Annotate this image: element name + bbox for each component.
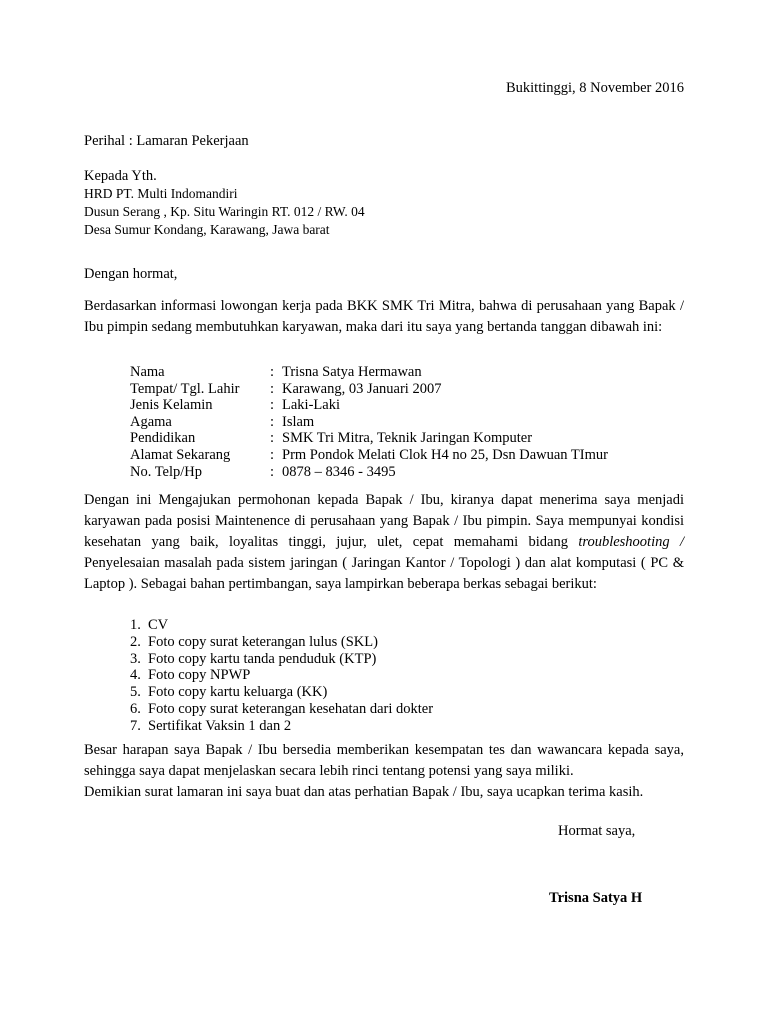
list-item-number: 7.	[130, 717, 141, 734]
recipient-company: HRD PT. Multi Indomandiri	[84, 186, 238, 201]
info-separator: :	[270, 463, 275, 480]
info-row	[130, 447, 608, 464]
info-value: 0878 – 8346 - 3495	[282, 463, 396, 480]
list-item-number: 4.	[130, 667, 141, 684]
list-item	[130, 667, 433, 684]
info-label: Agama	[130, 413, 172, 430]
list-item-text: Foto copy kartu tanda penduduk (KTP)	[148, 650, 377, 667]
info-value: Laki-Laki	[282, 397, 340, 414]
intro-paragraph: Berdasarkan informasi lowongan kerja pada BKK SMK Tri Mitra, bahwa di perusahaan yang Bapak / Ibu pimpin sedang membutuhkan karyawan, maka dari itu saya yang bertanda tanggan dibawah ini:	[84, 298, 684, 335]
info-value: Prm Pondok Melati Clok H4 no 25, Dsn Dawuan TImur	[282, 446, 608, 463]
info-label: Alamat Sekarang	[130, 446, 231, 463]
info-separator: :	[270, 446, 275, 463]
info-separator: :	[270, 413, 275, 430]
info-separator: :	[270, 397, 275, 414]
recipient-address-line2: Desa Sumur Kondang, Karawang, Jawa barat	[84, 222, 330, 237]
info-label: Tempat/ Tgl. Lahir	[130, 380, 240, 397]
list-item-text: Foto copy kartu keluarga (KK)	[148, 684, 328, 701]
closing-sentence: Demikian surat lamaran ini saya buat dan atas perhatian Bapak / Ibu, saya ucapkan terima kasih.	[84, 784, 644, 800]
info-row	[130, 464, 608, 481]
list-item	[130, 701, 433, 718]
list-item	[130, 684, 433, 701]
attachments-list	[130, 617, 433, 735]
info-value: Trisna Satya Hermawan	[282, 364, 422, 380]
list-item-number: 1.	[130, 617, 141, 633]
list-item-number: 3.	[130, 650, 141, 667]
info-separator: :	[270, 380, 275, 397]
list-item-text: Foto copy NPWP	[148, 667, 251, 684]
list-item	[130, 617, 433, 634]
info-row	[130, 364, 608, 381]
body-text-part2: Penyelesaian masalah pada sistem jaringan ( Jaringan Kantor / Topologi ) dan alat komputasi ( PC & Laptop ). Sebagai bahan pertimbangan, saya lampirkan beberapa berkas sebagai berikut:	[84, 555, 684, 592]
recipient-greeting: Kepada Yth.	[84, 168, 157, 184]
info-separator: :	[270, 430, 275, 447]
info-separator: :	[270, 364, 275, 380]
list-item	[130, 651, 433, 668]
info-value: Islam	[282, 413, 315, 430]
salutation: Dengan hormat,	[84, 266, 178, 282]
list-item-text: Foto copy surat keterangan kesehatan dari dokter	[148, 700, 434, 717]
letter-subject: Perihal : Lamaran Pekerjaan	[84, 133, 249, 149]
recipient-block	[84, 167, 365, 239]
info-row	[130, 381, 608, 398]
letter-date: Bukittinggi, 8 November 2016	[505, 80, 684, 96]
list-item-number: 5.	[130, 684, 141, 701]
body-text-part1: Dengan ini Mengajukan permohonan kepada Bapak / Ibu, kiranya dapat menerima saya menjadi karyawan pada posisi Maintenence di perusahaan yang Bapak / Ibu pimpin. Saya mempunyai kondisi kesehatan yang baik, loyalitas tinggi, jujur, ulet, cepat memahami bidang	[84, 492, 684, 550]
info-row	[130, 397, 608, 414]
list-item-number: 2.	[130, 633, 141, 650]
info-label: Jenis Kelamin	[130, 397, 213, 414]
info-label: Nama	[130, 364, 165, 380]
list-item-number: 6.	[130, 700, 141, 717]
list-item-text: CV	[148, 617, 169, 633]
list-item-text: Foto copy surat keterangan lulus (SKL)	[148, 633, 378, 650]
applicant-info-table	[130, 364, 608, 480]
recipient-address-line1: Dusun Serang , Kp. Situ Waringin RT. 012 / RW. 04	[84, 204, 365, 219]
info-value: SMK Tri Mitra, Teknik Jaringan Komputer	[282, 430, 533, 447]
info-label: Pendidikan	[130, 430, 196, 447]
body-text-italic: troubleshooting /	[578, 534, 684, 550]
list-item	[130, 718, 433, 735]
info-row	[130, 414, 608, 431]
signature-name: Trisna Satya H	[549, 890, 643, 906]
list-item	[130, 634, 433, 651]
closing-phrase: Hormat saya,	[558, 823, 636, 839]
info-row	[130, 430, 608, 447]
hope-paragraph: Besar harapan saya Bapak / Ibu bersedia memberikan kesempatan tes dan wawancara kepada saya, sehingga saya dapat menjelaskan secara lebih rinci tentang potensi yang saya miliki.	[84, 742, 684, 779]
body-paragraph	[84, 490, 684, 595]
list-item-text: Sertifikat Vaksin 1 dan 2	[148, 717, 292, 734]
info-value: Karawang, 03 Januari 2007	[282, 380, 442, 397]
info-label: No. Telp/Hp	[130, 463, 203, 480]
